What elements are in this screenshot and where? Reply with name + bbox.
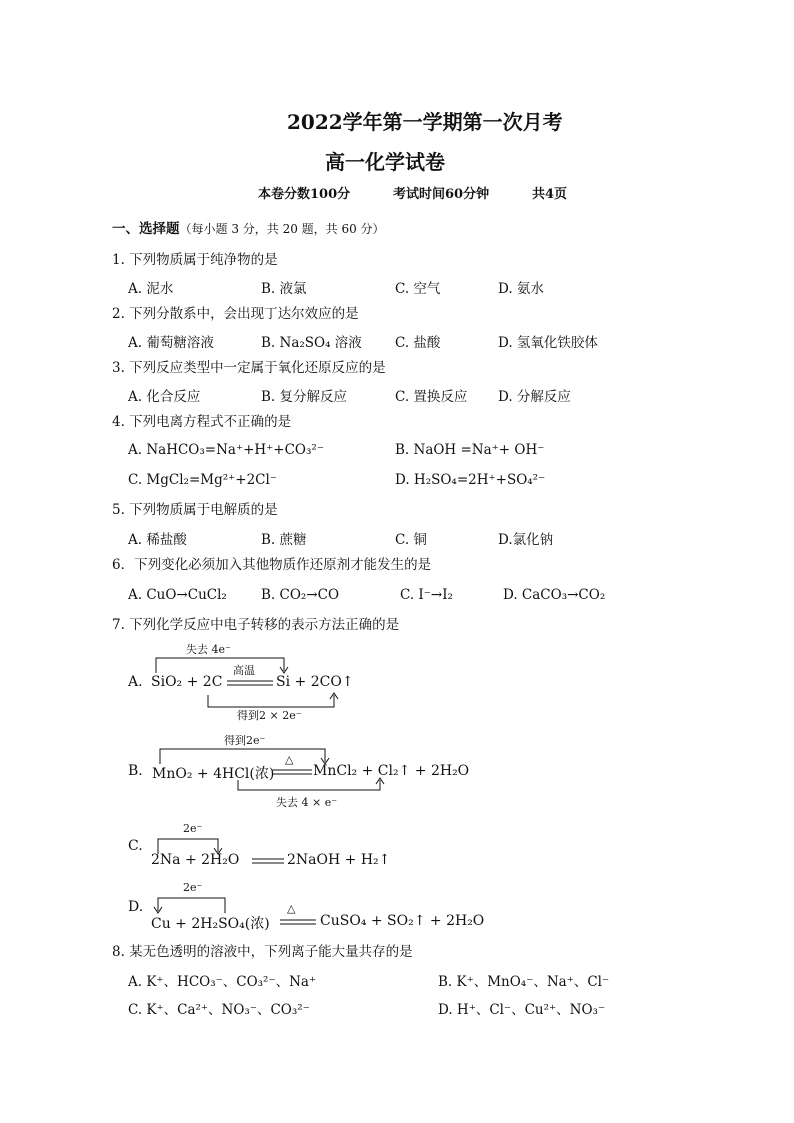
- option-label-c: C.: [128, 838, 143, 854]
- exam-score: 本卷分数100分: [258, 187, 351, 202]
- electron-count-label: 2e⁻: [183, 881, 203, 894]
- question-stem: 8. 某无色透明的溶液中，下列离子能大量共存的是: [112, 944, 413, 960]
- equation-left-b: MnO₂ + 4HCl(浓): [152, 766, 275, 782]
- reaction-condition-b: △: [285, 753, 294, 766]
- double-bar-d: [280, 918, 316, 926]
- option-c: C. 置换反应: [395, 389, 468, 405]
- question-stem: 5. 下列物质属于电解质的是: [112, 502, 278, 518]
- option-b: B. K⁺、MnO₄⁻、Na⁺、Cl⁻: [438, 974, 610, 990]
- option-b: B. 复分解反应: [261, 389, 348, 405]
- option-label-b: B.: [128, 763, 143, 779]
- option-d: D. 氨水: [498, 281, 544, 297]
- option-a: A. 化合反应: [128, 389, 201, 405]
- option-d: D. H⁺、Cl⁻、Cu²⁺、NO₃⁻: [438, 1002, 606, 1018]
- option-c: C. MgCl₂=Mg²⁺+2Cl⁻: [128, 472, 277, 488]
- option-c: C. I⁻→I₂: [400, 587, 453, 603]
- option-b: B. 液氯: [261, 281, 307, 297]
- option-a: A. K⁺、HCO₃⁻、CO₃²⁻、Na⁺: [128, 974, 317, 990]
- section-note: （每小题 3 分，共 20 题，共 60 分）: [179, 222, 385, 236]
- option-a: A. NaHCO₃=Na⁺+H⁺+CO₃²⁻: [128, 442, 324, 458]
- option-b: B. NaOH =Na⁺+ OH⁻: [395, 442, 545, 458]
- option-a: A. 葡萄糖溶液: [128, 335, 214, 351]
- electron-loss-label: 失去 4 × e⁻: [276, 796, 338, 809]
- equation-left-a: SiO₂ + 2C: [151, 674, 223, 690]
- option-c: C. 空气: [395, 281, 441, 297]
- question-stem: 6．下列变化必须加入其他物质作还原剂才能发生的是: [112, 557, 432, 573]
- equation-left-c: 2Na + 2H₂O: [151, 852, 240, 868]
- electron-gain-label: 得到2 × 2e⁻: [237, 709, 302, 722]
- question-stem: 3. 下列反应类型中一定属于氧化还原反应的是: [112, 360, 386, 376]
- section-title: 一、选择题: [112, 221, 180, 237]
- question-stem: 2. 下列分散系中，会出现丁达尔效应的是: [112, 306, 359, 322]
- equation-right-d: CuSO₄ + SO₂↑ + 2H₂O: [320, 913, 485, 929]
- option-a: A. 稀盐酸: [128, 532, 187, 548]
- exam-title: 2022学年第一学期第一次月考: [287, 110, 563, 134]
- question-stem: 1. 下列物质属于纯净物的是: [112, 252, 278, 268]
- option-d: D. H₂SO₄=2H⁺+SO₄²⁻: [395, 472, 546, 488]
- option-b: B. CO₂→CO: [261, 587, 340, 603]
- double-bar-b: [272, 768, 312, 776]
- equation-left-d: Cu + 2H₂SO₄(浓): [151, 916, 270, 932]
- option-b: B. Na₂SO₄ 溶液: [261, 335, 362, 351]
- reaction-condition-d: △: [287, 902, 296, 915]
- option-d: D. CaCO₃→CO₂: [503, 587, 606, 603]
- question-stem: 4. 下列电离方程式不正确的是: [112, 414, 292, 430]
- double-bar-c: [252, 857, 284, 865]
- exam-pages: 共4页: [532, 187, 568, 202]
- equation-right-c: 2NaOH + H₂↑: [287, 852, 391, 868]
- electron-count-label: 2e⁻: [183, 822, 203, 835]
- exam-time: 考试时间60分钟: [393, 187, 490, 202]
- electron-gain-label: 得到2e⁻: [224, 734, 266, 747]
- option-d: D. 分解反应: [498, 389, 571, 405]
- option-c: C. 盐酸: [395, 335, 441, 351]
- double-bar-a: [227, 679, 273, 687]
- option-d: D. 氢氧化铁胶体: [498, 335, 598, 351]
- section-heading: [112, 219, 385, 239]
- electron-loss-label: 失去 4e⁻: [186, 643, 231, 656]
- option-a: A. CuO→CuCl₂: [128, 587, 227, 603]
- option-label-a: A.: [128, 674, 143, 690]
- equation-right-b: MnCl₂ + Cl₂↑ + 2H₂O: [313, 763, 470, 779]
- reaction-condition-a: 高温: [233, 664, 255, 677]
- option-b: B. 蔗糖: [261, 532, 307, 548]
- option-label-d: D.: [128, 899, 144, 915]
- option-a: A. 泥水: [128, 281, 174, 297]
- exam-subtitle: 高一化学试卷: [325, 150, 445, 174]
- option-c: C. 铜: [395, 532, 427, 548]
- option-d: D.氯化钠: [498, 532, 554, 548]
- question-stem: 7. 下列化学反应中电子转移的表示方法正确的是: [112, 617, 400, 633]
- option-c: C. K⁺、Ca²⁺、NO₃⁻、CO₃²⁻: [128, 1002, 310, 1018]
- equation-right-a: Si + 2CO↑: [276, 674, 354, 690]
